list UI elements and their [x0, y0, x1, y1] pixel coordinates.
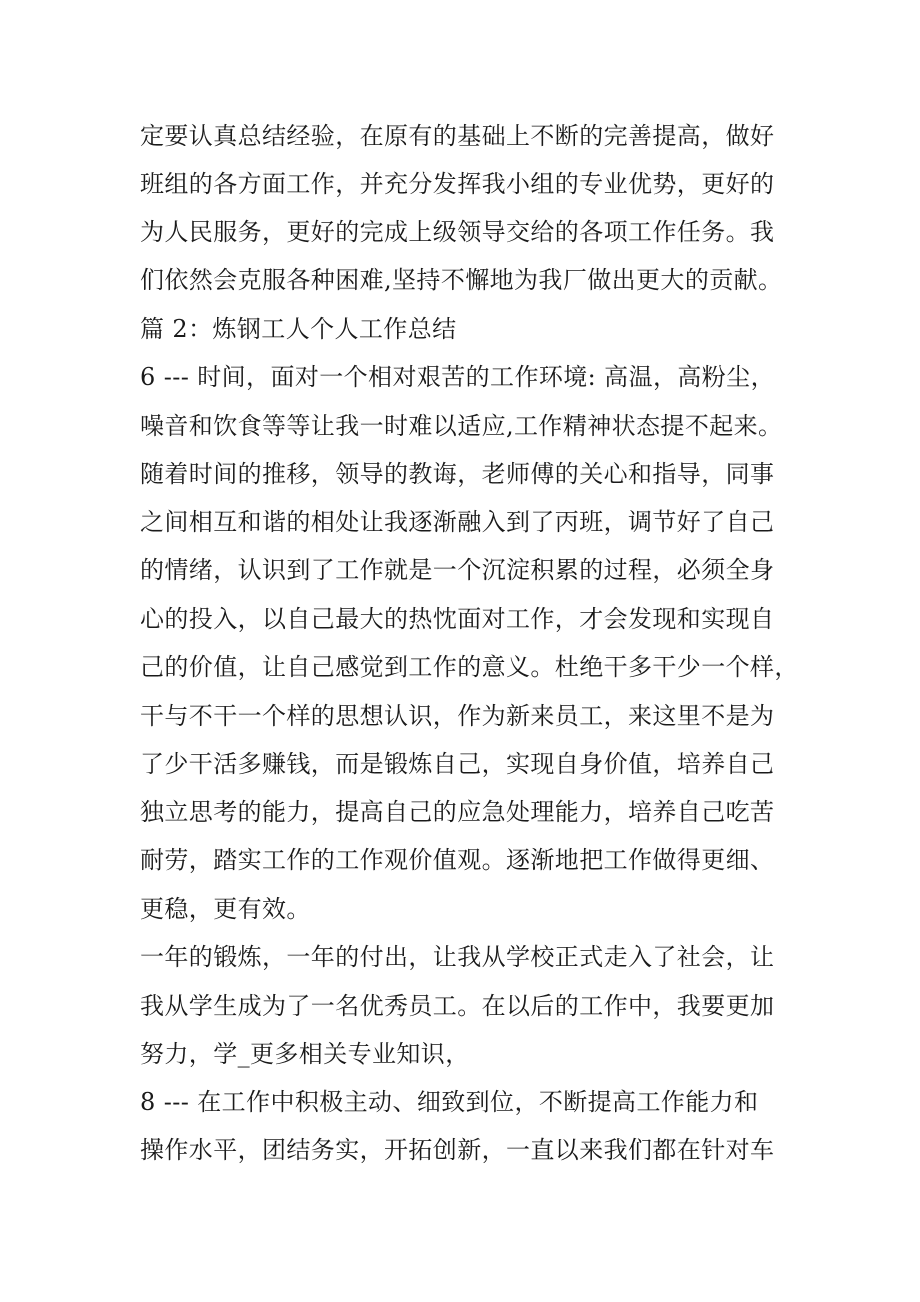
section-heading: 篇 2：炼钢工人个人工作总结 — [140, 315, 457, 343]
text-line: 8 --- 在工作中积极主动、细致到位，不断提高工作能力和 — [140, 1088, 759, 1116]
text-line: 6 --- 时间，面对一个相对艰苦的工作环境: 高温，高粉尘， — [140, 363, 775, 391]
text-line: 耐劳，踏实工作的工作观价值观。逐渐地把工作做得更细、 — [140, 846, 775, 874]
text-line: 随着时间的推移，领导的教诲，老师傅的关心和指导，同事 — [140, 460, 775, 488]
text-line: 一年的锻炼，一年的付出，让我从学校正式走入了社会，让 — [140, 943, 775, 971]
text-line: 心的投入，以自己最大的热忱面对工作，才会发现和实现自 — [140, 605, 775, 633]
text-line: 噪音和饮食等等让我一时难以适应,工作精神状态提不起来。 — [140, 412, 783, 440]
text-line: 干与不干一个样的思想认识，作为新来员工，来这里不是为 — [140, 702, 775, 730]
text-line: 努力，学_更多相关专业知识， — [140, 1040, 470, 1068]
text-line: 们依然会克服各种困难,坚持不懈地为我厂做出更大的贡献。 — [140, 266, 783, 294]
text-line: 操作水平，团结务实，开拓创新，一直以来我们都在针对车 — [140, 1136, 775, 1164]
text-line: 班组的各方面工作，并充分发挥我小组的专业优势，更好的 — [140, 170, 775, 198]
text-line: 独立思考的能力，提高自己的应急处理能力，培养自己吃苦 — [140, 798, 775, 826]
text-line: 了少干活多赚钱，而是锻炼自己，实现自身价值，培养自己 — [140, 750, 775, 778]
text-line: 己的价值，让自己感觉到工作的意义。杜绝干多干少一个样， — [140, 653, 799, 681]
text-line: 更稳，更有效。 — [140, 895, 311, 923]
text-line: 的情绪，认识到了工作就是一个沉淀积累的过程，必须全身 — [140, 556, 775, 584]
text-line: 定要认真总结经验，在原有的基础上不断的完善提高，做好 — [140, 122, 775, 150]
text-line: 之间相互和谐的相处让我逐渐融入到了丙班，调节好了自己 — [140, 508, 775, 536]
text-line: 我从学生成为了一名优秀员工。在以后的工作中，我要更加 — [140, 992, 775, 1020]
text-line: 为人民服务，更好的完成上级领导交给的各项工作任务。我 — [140, 218, 775, 246]
